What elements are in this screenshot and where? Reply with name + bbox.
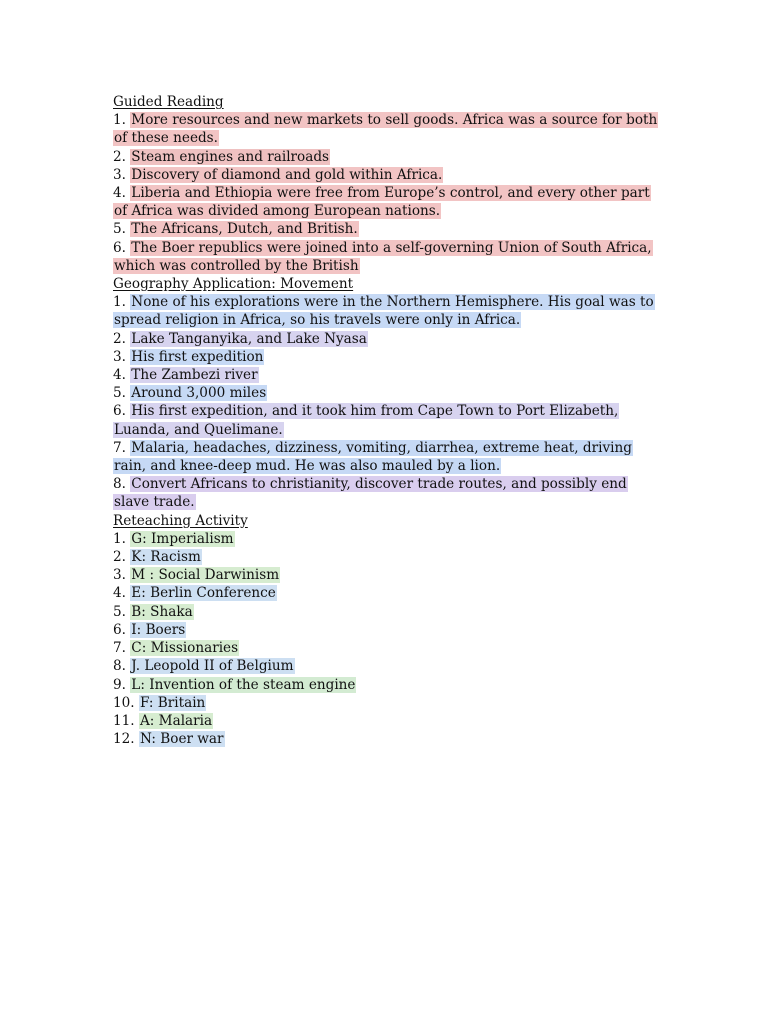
item-text: L: Invention of the steam engine [131, 676, 356, 693]
list-item [113, 148, 658, 166]
item-number: 6. [113, 403, 131, 420]
list-item [113, 548, 658, 566]
section-heading: Reteaching Activity [113, 512, 248, 529]
item-text: M : Social Darwinism [131, 567, 280, 584]
item-text: His first expedition, and it took him from Cape Town to Port Elizabeth, Luanda, and Quelimane. [114, 403, 619, 438]
item-number: 1. [113, 530, 131, 547]
item-number: 1. [113, 294, 131, 311]
item-text: I: Boers [131, 621, 186, 638]
item-text: Steam engines and railroads [131, 148, 330, 165]
list-item [113, 293, 658, 329]
list-item [113, 439, 658, 475]
list-item [113, 676, 658, 694]
item-number: 5. [113, 221, 131, 238]
list-item [113, 475, 658, 511]
item-text: Liberia and Ethiopia were free from Europe’s control, and every other part of Africa was divided among European nations. [114, 185, 650, 220]
list-item [113, 530, 658, 548]
item-text: G: Imperialism [131, 530, 234, 547]
item-number: 8. [113, 658, 131, 675]
item-number: 6. [113, 239, 131, 256]
section-geography-application [113, 275, 658, 512]
item-number: 3. [113, 348, 131, 365]
item-number: 3. [113, 166, 131, 183]
list-item [113, 220, 658, 238]
list-item [113, 712, 658, 730]
item-text: K: Racism [131, 549, 201, 566]
section-guided-reading [113, 93, 658, 275]
list-item [113, 621, 658, 639]
item-number: 10. [113, 694, 139, 711]
item-text: F: Britain [139, 694, 206, 711]
list-item [113, 330, 658, 348]
item-number: 5. [113, 385, 131, 402]
item-number: 7. [113, 439, 131, 456]
list-item [113, 694, 658, 712]
item-text: E: Berlin Conference [131, 585, 276, 602]
section-heading: Guided Reading [113, 94, 224, 110]
item-text: J. Leopold II of Belgium [131, 658, 294, 675]
item-text: The Boer republics were joined into a self-governing Union of South Africa, which was controlled by the British [114, 239, 652, 274]
item-number: 4. [113, 367, 131, 384]
document-page [113, 93, 658, 748]
item-number: 2. [113, 148, 131, 165]
item-number: 5. [113, 603, 131, 620]
item-text: His first expedition [131, 348, 264, 365]
item-text: Lake Tanganyika, and Lake Nyasa [131, 330, 367, 347]
item-text: B: Shaka [131, 603, 193, 620]
section-heading: Geography Application: Movement [113, 276, 354, 293]
item-number: 4. [113, 185, 131, 202]
list-item [113, 639, 658, 657]
item-number: 2. [113, 549, 131, 566]
item-text: Malaria, headaches, dizziness, vomiting, diarrhea, extreme heat, driving rain, and knee-deep mud. He was also mauled by a lion. [114, 439, 632, 475]
item-number: 6. [113, 621, 131, 638]
item-number: 7. [113, 640, 131, 657]
item-number: 9. [113, 676, 131, 693]
list-item [113, 730, 658, 748]
item-number: 1. [113, 112, 131, 129]
list-item [113, 384, 658, 402]
list-item [113, 166, 658, 184]
item-text: None of his explorations were in the Northern Hemisphere. His goal was to spread religion in Africa, so his travels were only in Africa. [114, 294, 654, 329]
section-reteaching-activity [113, 512, 658, 749]
list-item [113, 603, 658, 621]
item-number: 12. [113, 731, 139, 748]
list-item [113, 348, 658, 366]
item-text: More resources and new markets to sell goods. Africa was a source for both of these needs. [114, 112, 658, 147]
list-item [113, 584, 658, 602]
item-number: 2. [113, 330, 131, 347]
item-text: Discovery of diamond and gold within Africa. [131, 166, 443, 183]
item-number: 4. [113, 585, 131, 602]
list-item [113, 657, 658, 675]
item-text: Around 3,000 miles [131, 385, 267, 402]
list-item [113, 184, 658, 220]
list-item [113, 366, 658, 384]
item-text: The Zambezi river [131, 367, 258, 384]
item-number: 11. [113, 712, 139, 729]
item-text: C: Missionaries [131, 640, 239, 657]
list-item [113, 566, 658, 584]
item-text: The Africans, Dutch, and British. [131, 221, 358, 238]
item-number: 8. [113, 476, 131, 493]
item-number: 3. [113, 567, 131, 584]
list-item [113, 111, 658, 147]
list-item [113, 239, 658, 275]
item-text: N: Boer war [139, 731, 224, 748]
list-item [113, 402, 658, 438]
item-text: Convert Africans to christianity, discover trade routes, and possibly end slave trade. [114, 476, 627, 511]
item-text: A: Malaria [139, 712, 213, 729]
